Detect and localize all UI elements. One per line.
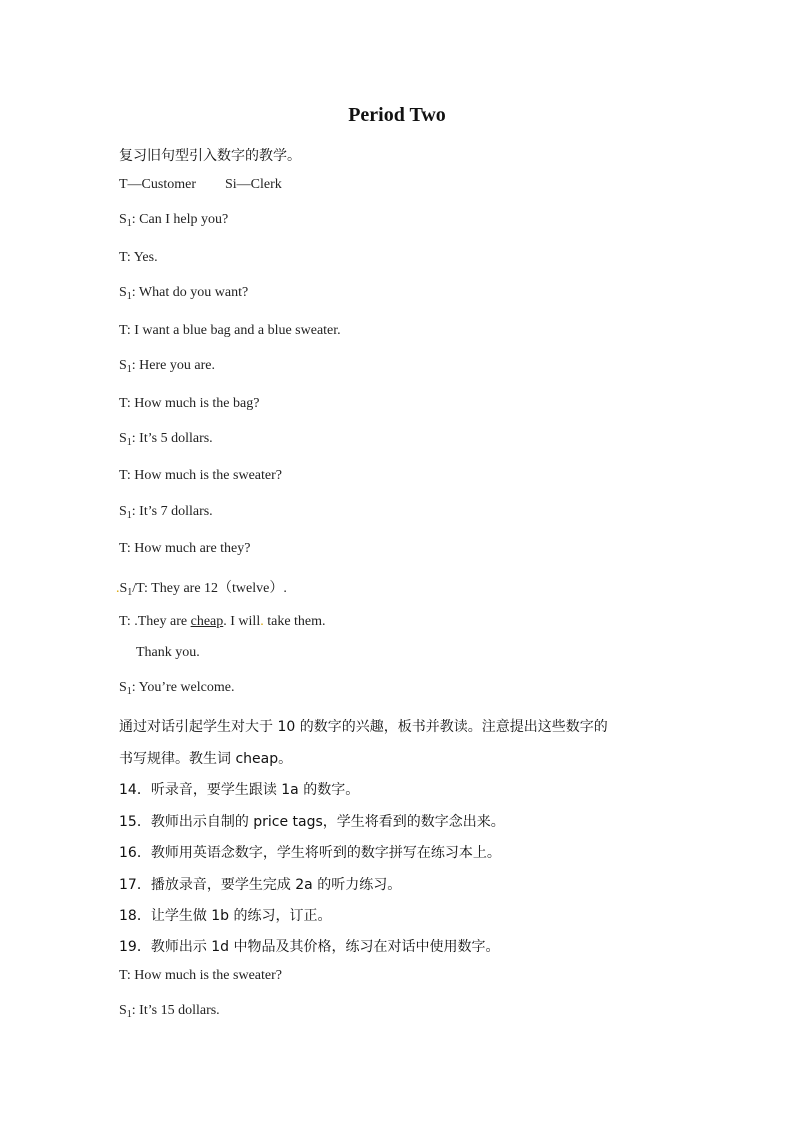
vocab-cheap: cheap (190, 614, 224, 629)
dialogue-line: $S_1$: Can I help you? (119, 212, 229, 229)
roles-line (119, 177, 282, 193)
speaker-s: S (119, 285, 127, 300)
speaker-s: S (119, 680, 127, 695)
dialogue-line: T: Yes. (119, 250, 158, 265)
paragraph-line: 书写规律。教生词 cheap。 (119, 751, 293, 767)
page-title: Period Two (348, 104, 446, 126)
dialogue-line: $.S_1/T$: They are 12（twelve）. (116, 581, 287, 598)
speaker-s: S (119, 358, 127, 373)
speaker-subscript: 1 (126, 364, 132, 375)
speaker-subscript: 1 (126, 437, 132, 448)
paragraph-line: 通过对话引起学生对大于 10 的数字的兴趣，板书并教读。注意提出这些数字的 (119, 719, 608, 735)
step-item: 15．教师出示自制的 price tags，学生将看到的数字念出来。 (119, 814, 505, 830)
dialogue-line: $S_1$: It’s 15 dollars. (119, 1003, 220, 1020)
speaker-subscript: 1 (126, 291, 132, 302)
speaker-subscript: 1 (126, 218, 132, 229)
role-teacher: T—Customer (119, 177, 196, 192)
dialogue-line: T: How much is the sweater? (119, 968, 282, 983)
step-item: 18．让学生做 1b 的练习，订正。 (119, 908, 332, 924)
dialogue-line: T: How much is the sweater? (119, 468, 282, 483)
stray-dot: . (116, 581, 120, 596)
stray-dot: . (260, 614, 264, 629)
dialogue-line: $S_1$: Here you are. (119, 358, 215, 375)
dialogue-line: T: How much are they? (119, 541, 251, 556)
speaker-subscript: 1 (126, 686, 132, 697)
speaker-s: S (119, 212, 127, 227)
intro-line: 复习旧句型引入数字的教学。 (119, 148, 301, 164)
speaker-subscript: 1 (126, 1009, 132, 1020)
speaker-subscript: 1 (126, 510, 132, 521)
role-student: Si—Clerk (225, 177, 282, 192)
speaker-s: S (119, 504, 127, 519)
step-item: 17．播放录音，要学生完成 2a 的听力练习。 (119, 877, 402, 893)
speaker-subscript: 1 (127, 587, 133, 598)
dialogue-line: $S_1$: It’s 5 dollars. (119, 431, 213, 448)
dialogue-line: T: I want a blue bag and a blue sweater. (119, 323, 341, 338)
speaker-s: S (119, 1003, 127, 1018)
dialogue-line: $S_1$: What do you want? (119, 285, 249, 302)
speaker-s: S (119, 431, 127, 446)
step-item: 19．教师出示 1d 中物品及其价格，练习在对话中使用数字。 (119, 939, 500, 955)
step-item: 14．听录音，要学生跟读 1a 的数字。 (119, 782, 360, 798)
dialogue-line: Thank you. (136, 645, 200, 660)
dialogue-line: $S_1$: It’s 7 dollars. (119, 504, 213, 521)
dialogue-line: $S_1$: You’re welcome. (119, 680, 235, 697)
dialogue-line: T: How much is the bag? (119, 396, 260, 411)
speaker-s: S (119, 581, 128, 596)
step-item: 16．教师用英语念数字，学生将听到的数字拼写在练习本上。 (119, 845, 501, 861)
dialogue-line: T: .They are cheap. I will. take them. (119, 614, 326, 629)
